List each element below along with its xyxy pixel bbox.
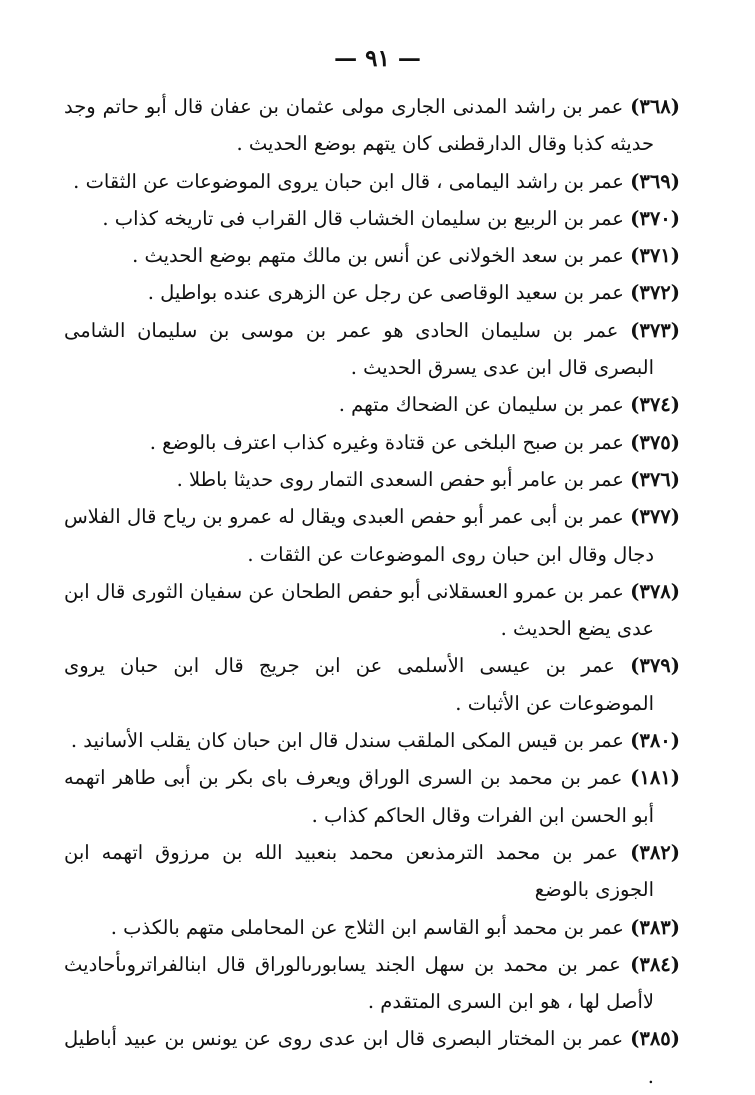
entry-number: (٣٧٧) — [630, 505, 680, 529]
entry-text: عمر بن عيسى الأسلمى عن ابن جريج قال ابن حبان يروى الموضوعات عن الأثبات . — [64, 654, 654, 715]
entry-text: عمر بن المختار البصرى قال ابن عدى روى عن يونس بن عبيد أباطيل . — [64, 1027, 654, 1088]
entry-number: (٣٨٥) — [630, 1027, 681, 1051]
list-item — [64, 163, 680, 200]
entry-text: عمر بن راشد المدنى الجارى مولى عثمان بن عفان قال أبو حاتم وجد حديثه كذبا وقال الدارقطنى كان يتهم بوضع الحديث . — [64, 95, 654, 156]
list-item — [64, 909, 680, 946]
list-item — [64, 946, 680, 1021]
list-item — [64, 386, 680, 423]
list-item — [64, 200, 680, 237]
entry-number: (٣٨٠) — [630, 729, 680, 753]
entry-text: عمر بن الربيع بن سليمان الخشاب قال القراب فى تاريخه كذاب . — [102, 206, 624, 230]
entry-text: عمر بن محمد أبو القاسم ابن الثلاج عن المحاملى متهم بالكذب . — [110, 915, 624, 939]
entry-number: (٣٧٦) — [630, 467, 680, 491]
list-item — [64, 312, 680, 387]
entry-text: عمر بن قيس المكى الملقب سندل قال ابن حبان كان يقلب الأسانيد . — [70, 729, 624, 753]
list-item — [64, 834, 680, 909]
entry-number: (٣٧٢) — [630, 281, 680, 305]
list-item — [64, 759, 680, 834]
entry-number: (٣٨٣) — [630, 915, 680, 939]
entry-number: (٣٦٩) — [630, 169, 680, 193]
entry-text: عمر بن عامر أبو حفص السعدى التمار روى حديثا باطلا . — [176, 467, 624, 491]
entry-number: (٣٧٥) — [630, 430, 680, 454]
entry-number: (٣٦٨) — [630, 95, 681, 118]
entry-number: (٣٧١) — [630, 244, 680, 268]
list-item — [64, 461, 680, 498]
list-item — [64, 1020, 680, 1095]
entry-text: عمر بن سعد الخولانى عن أنس بن مالك متهم بوضع الحديث . — [132, 244, 624, 268]
list-item — [64, 237, 680, 274]
entry-text: عمر بن أبى عمر أبو حفص العبدى ويقال له عمرو بن رياح قال الفلاس دجال وقال ابن حبان روى الموضوعات عن الثقات . — [64, 505, 654, 566]
entry-text: عمر بن راشد اليمامى ، قال ابن حبان يروى الموضوعات عن الثقات . — [73, 169, 624, 193]
list-item — [64, 88, 680, 163]
list-item — [64, 498, 680, 573]
list-item — [64, 274, 680, 311]
entry-number: (٣٧٤) — [630, 393, 680, 417]
entry-text: عمر بن سعيد الوقاصى عن رجل عن الزهرى عنده بواطيل . — [147, 281, 624, 305]
list-item — [64, 647, 680, 722]
list-item — [64, 573, 680, 648]
entry-number: (٣٧٠) — [630, 206, 680, 230]
entry-text: عمر بن محمد الترمذىعن محمد بنعبيد الله بن مرزوق اتهمه ابن الجوزى بالوضع — [64, 840, 654, 902]
entry-text: عمر بن صبح البلخى عن قتادة وغيره كذاب اعترف بالوضع . — [149, 430, 624, 454]
entry-text: عمر بن سليمان الحادى هو عمر بن موسى بن سليمان الشامى البصرى قال ابن عدى يسرق الحديث . — [64, 318, 654, 380]
entry-text: عمر بن محمد بن سهل الجند يسابورىالوراق قال ابنالفراتروىأحاديث لاأصل لها ، هو ابن السرى المتقدم . — [64, 952, 654, 1014]
entry-number: (٣٧٩) — [630, 654, 681, 678]
page-number: — ٩١ — — [334, 45, 421, 72]
entry-number: (٣٧٣) — [630, 318, 680, 342]
list-item — [64, 722, 680, 759]
entry-text: عمر بن سليمان عن الضحاك متهم . — [338, 393, 624, 417]
entry-number: (٣٨٤) — [630, 952, 681, 976]
entry-number: (١٨١) — [630, 766, 680, 790]
list-item — [64, 424, 680, 461]
entry-list — [64, 88, 680, 1095]
entry-number: (٣٧٨) — [630, 579, 680, 603]
entry-text: عمر بن محمد بن السرى الوراق ويعرف باى بكر بن أبى طاهر اتهمه أبو الحسن ابن الفرات وقال الحاكم كذاب . — [64, 766, 654, 827]
entry-number: (٣٨٢) — [630, 840, 680, 864]
entry-text: عمر بن عمرو العسقلانى أبو حفص الطحان عن سفيان الثورى قال ابن عدى يضع الحديث . — [64, 579, 654, 641]
